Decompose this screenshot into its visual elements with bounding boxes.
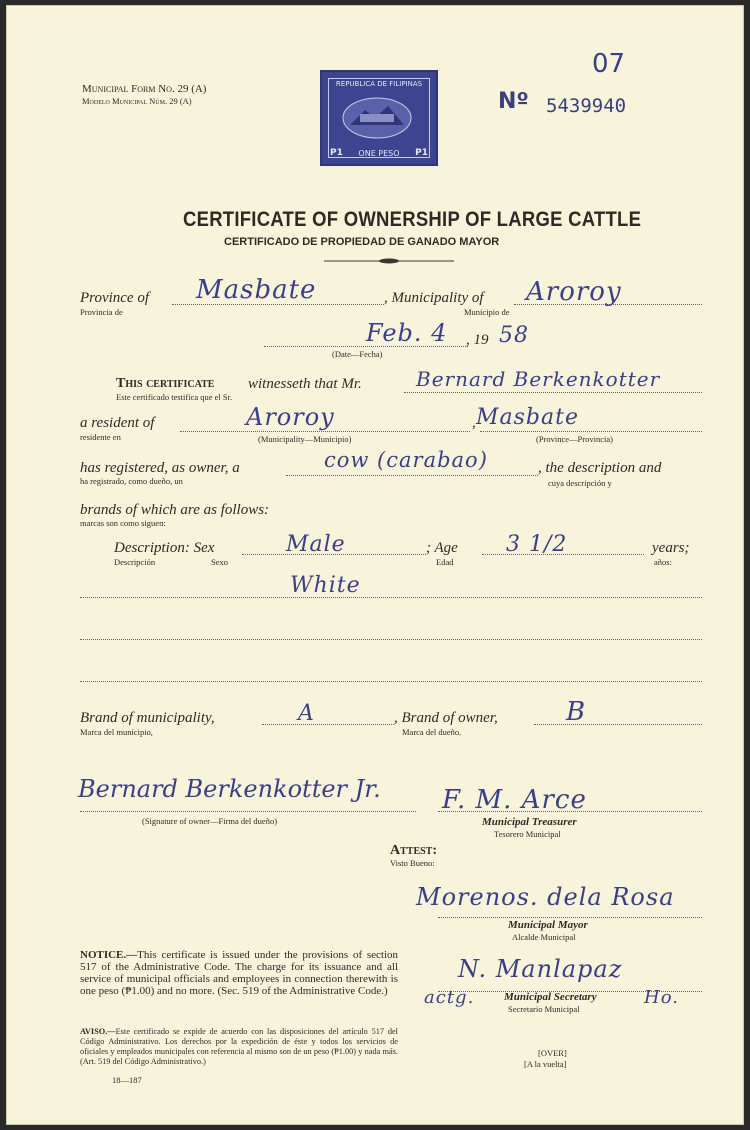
age-value: 3 1/2: [506, 532, 568, 557]
years-label: years;: [652, 540, 690, 556]
sex-value: Male: [286, 532, 346, 557]
witness-label: witnesseth that Mr.: [248, 376, 362, 392]
animal-line: [286, 475, 538, 476]
province-value: Masbate: [196, 275, 317, 305]
municipality-label-es: Municipio de: [464, 307, 510, 317]
owner-signature: Bernard Berkenkotter Jr.: [78, 775, 381, 803]
brand-owner-label: , Brand of owner,: [394, 710, 498, 726]
resident-label: a resident of: [80, 415, 155, 431]
ornament-divider-icon: [324, 256, 454, 266]
notice-es-head: AVISO.—: [80, 1027, 116, 1036]
stamp-value-left: P1: [330, 148, 343, 158]
secretary-signature: N. Manlapaz: [458, 955, 623, 983]
attest-label-es: Visto Bueno:: [390, 858, 435, 868]
notice-en: [80, 949, 398, 997]
revenue-stamp: [320, 70, 438, 166]
municipality-label: , Municipality of: [384, 290, 484, 306]
province-label-es: Provincia de: [80, 307, 123, 317]
description-and-label: , the description and: [538, 460, 662, 476]
description-line-2: [80, 639, 702, 640]
description-label-es: Descripción: [114, 557, 156, 567]
stamp-value-right: P1: [415, 148, 428, 158]
owner-signature-line: [80, 811, 416, 812]
secretary-note: actg.: [424, 987, 475, 1008]
witness-label-es: Este certificado testifica que el Sr.: [116, 392, 233, 402]
over-label: [OVER]: [538, 1048, 567, 1058]
serial-number: 5439940: [546, 95, 627, 117]
registered-label: has registered, as owner, a: [80, 460, 240, 476]
year-prefix: , 19: [466, 332, 489, 348]
notice-es-body: Este certificado se expide de acuerdo con las disposiciones del artículo 517 del Código Administrativo. Los derechos por la expedición de éste y todos los servicios de oficiales y empleados municipales con referencia al mismo son de un peso (₱1.00) y nada más. (Art. 519 del Código Administrativo.): [80, 1027, 398, 1066]
notice-en-body: This certificate is issued under the provisions of section 517 of the Administrative Code. The charge for its issuance and all service of municipal officials and employees in connection therewith is one peso (₱1.00) and no more. (Sec. 519 of the Administrative Code.): [80, 949, 398, 997]
notice-es: [80, 1027, 398, 1067]
res-province-value: Masbate: [476, 405, 579, 430]
owner-name-line: [404, 392, 702, 393]
brand-owner-label-es: Marca del dueño.: [402, 727, 462, 737]
treasurer-title-es: Tesorero Municipal: [494, 829, 561, 839]
notice-en-head: NOTICE.—: [80, 949, 138, 961]
mayor-title: Municipal Mayor: [508, 919, 588, 931]
age-label: ; Age: [426, 540, 458, 556]
certificate-document: Municipal Form No. 29 (A) Modelo Municipal Núm. 29 (A) REPUBLICA DE FILIPINAS P1 ONE PESO P1 07 Nº 5439940 CERTIFICATE OF OWNERSHIP OF LARGE CATTLE CERTIFICADO DE PROPIEDAD DE GANADO MAYOR Province of Provincia de Masbate , Municipality of Municipio de Aroroy Feb. 4 , 19 58 (Date—Fecha) This certificate witnesseth that Mr. Este certificado testifica que el Sr. Bernard Berkenkotter a resident of residente en Aroroy (Municipality—Municipio) , Masbate (Province—Provincia) has registered, as owner, a ha registrado, como dueño, un cow (carabao) , the description and cuya descripción y brands of which are as follows: marcas son como siguen: Description: Sex Descripción Sexo Male ; Age Edad 3 1/2 years; años: White Brand of municipality, Marca del municipio, A , Brand of owner, Marca del dueño. B Bernard Berkenkotter Jr. (Signature of owner—Firma del dueño) F. M. Arce Municipal Treasurer Tesorero Municipal Attest: Visto Bueno: Morenos. dela Rosa Municipal Mayor Alcalde Municipal N. Manlapaz actg. Ho. Municipal Secretary Secretario Municipal NOTICE.—This certificate is issued under the provisions of section 517 of the Administrative Code. The charge for its issuance and all service of municipal officials and employees in connection therewith is one peso (₱1.00) and no more. (Sec. 519 of the Administrative Code.) AVISO.—Este certificado se expide de acuerdo con las disposiciones del artículo 517 del Código Administrativo. Los derechos por la expedición de éste y todos los servicios de oficiales y empleados municipales con referencia al mismo son de un peso (₱1.00) y nada más. (Art. 519 del Código Administrativo.) 18—187 [OVER] [A la vuelta]: [6, 5, 744, 1125]
secretary-title: Municipal Secretary: [504, 991, 597, 1003]
certificate-title: CERTIFICATE OF OWNERSHIP OF LARGE CATTLE: [183, 208, 642, 231]
res-province-line: [480, 431, 702, 432]
date-value: Feb. 4: [366, 319, 448, 347]
res-province-caption: (Province—Provincia): [536, 434, 613, 444]
description-line-3: [80, 681, 702, 682]
province-label: Province of: [80, 290, 150, 306]
form-number-es: Modelo Municipal Núm. 29 (A): [82, 96, 192, 106]
res-municipality-line: [180, 431, 470, 432]
form-number: Municipal Form No. 29 (A): [82, 83, 207, 95]
description-and-label-es: cuya descripción y: [548, 478, 612, 488]
owner-name-value: Bernard Berkenkotter: [416, 367, 661, 391]
over-label-es: [A la vuelta]: [524, 1059, 567, 1069]
year-value: 58: [499, 323, 529, 348]
brand-municipality-value: A: [298, 701, 315, 726]
registered-label-es: ha registrado, como dueño, un: [80, 476, 183, 486]
brands-label-es: marcas son como siguen:: [80, 518, 166, 528]
serial-prefix: 07: [592, 49, 626, 79]
res-municipality-caption: (Municipality—Municipio): [258, 434, 352, 444]
description-line-1: [80, 597, 702, 598]
attest-label: Attest:: [390, 843, 438, 858]
age-label-es: Edad: [436, 557, 454, 567]
brands-label: brands of which are as follows:: [80, 502, 270, 518]
date-caption: (Date—Fecha): [332, 349, 383, 359]
footer-code: 18—187: [112, 1075, 142, 1085]
witness-caps: This certificate: [116, 376, 215, 391]
secretary-note-2: Ho.: [644, 987, 679, 1008]
serial-no-label: Nº: [498, 89, 529, 114]
certificate-subtitle: CERTIFICADO DE PROPIEDAD DE GANADO MAYOR: [224, 236, 500, 248]
owner-signature-caption: (Signature of owner—Firma del dueño): [142, 816, 278, 826]
mayor-signature: Morenos. dela Rosa: [416, 883, 675, 911]
brand-owner-value: B: [566, 697, 587, 727]
brand-municipality-line: [262, 724, 394, 725]
stamp-value: ONE PESO: [358, 149, 400, 158]
sex-label-es: Sexo: [211, 557, 228, 567]
treasurer-signature: F. M. Arce: [442, 785, 587, 815]
years-label-es: años:: [654, 557, 672, 567]
mayor-title-es: Alcalde Municipal: [512, 932, 576, 942]
secretary-title-es: Secretario Municipal: [508, 1004, 580, 1014]
res-municipality-value: Aroroy: [246, 403, 335, 431]
color-value: White: [290, 573, 361, 598]
animal-value: cow (carabao): [324, 448, 488, 472]
mayor-signature-line: [438, 917, 702, 918]
treasurer-title: Municipal Treasurer: [482, 816, 577, 828]
description-label: Description: Sex: [114, 540, 215, 556]
brand-municipality-label: Brand of municipality,: [80, 710, 215, 726]
brand-owner-line: [534, 724, 702, 725]
brand-municipality-label-es: Marca del municipio,: [80, 727, 153, 737]
stamp-top-text: REPUBLICA DE FILIPINAS: [335, 80, 423, 88]
municipality-value: Aroroy: [526, 277, 622, 307]
resident-label-es: residente en: [80, 432, 121, 442]
